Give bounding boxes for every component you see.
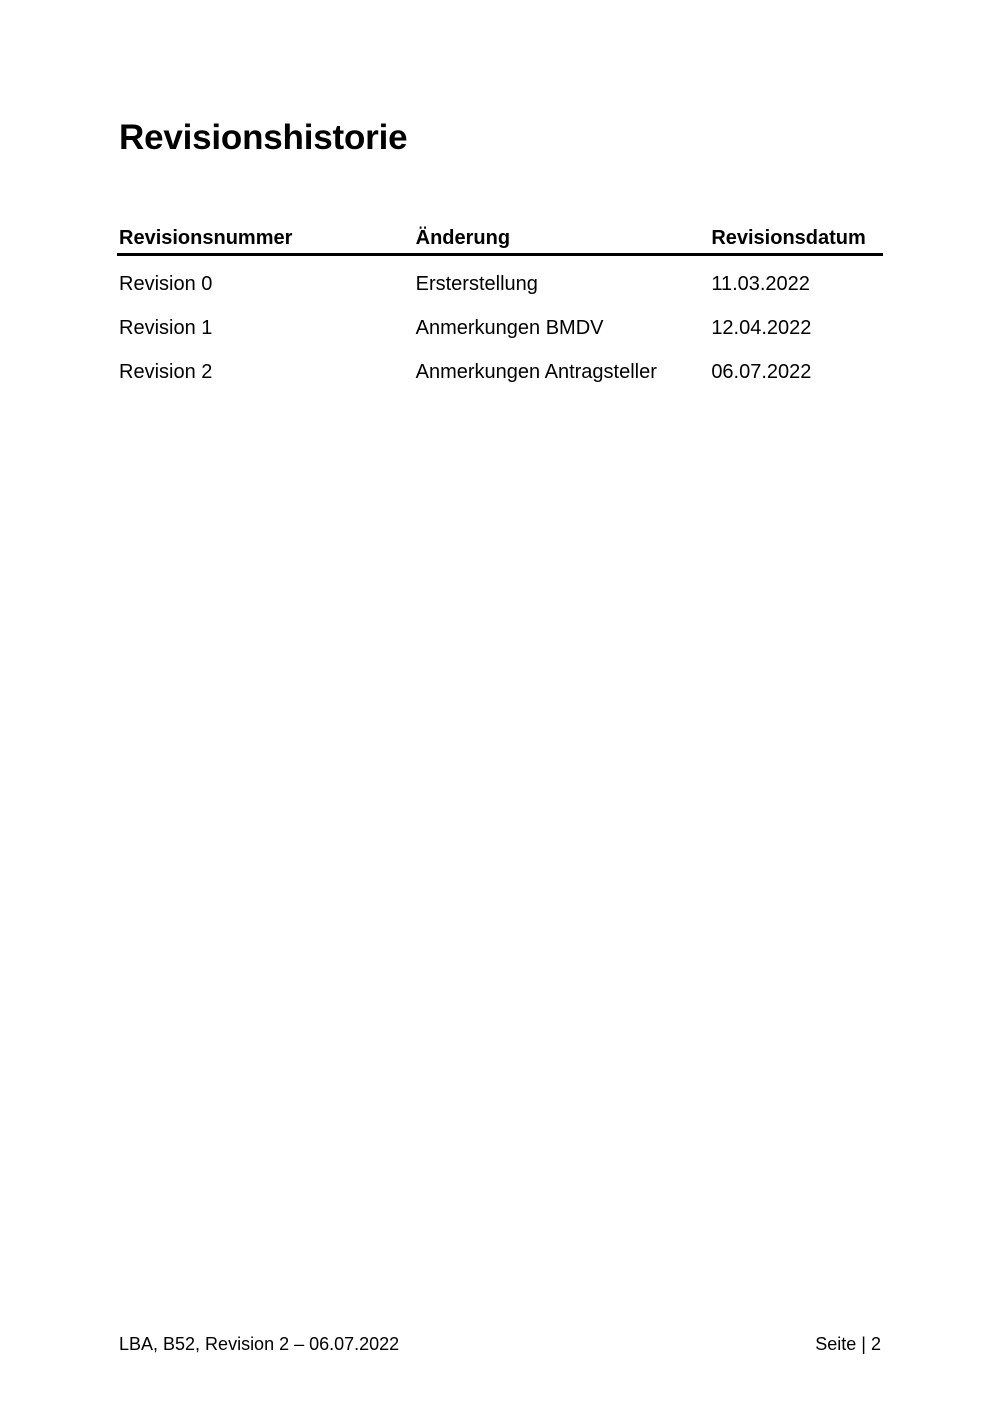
column-header-revision-date: Revisionsdatum — [709, 222, 883, 255]
cell-revision-number: Revision 1 — [119, 316, 213, 339]
cell-revision-date: 11.03.2022 — [711, 272, 810, 295]
cell-change: Anmerkungen Antragsteller — [415, 360, 657, 383]
table-header-row — [117, 222, 883, 255]
footer-document-info: LBA, B52, Revision 2 – 06.07.2022 — [119, 1334, 400, 1354]
table-row — [117, 306, 883, 350]
cell-revision-date: 12.04.2022 — [711, 316, 812, 339]
cell-revision-number: Revision 2 — [119, 360, 213, 383]
column-header-revision-number: Revisionsnummer — [117, 222, 414, 255]
table-row — [117, 350, 883, 394]
page-title: Revisionshistorie — [119, 118, 408, 157]
revision-history-table — [117, 222, 883, 394]
table-row — [117, 255, 883, 307]
column-header-change: Änderung — [414, 222, 710, 255]
footer-page-number: Seite | 2 — [815, 1334, 881, 1354]
cell-change: Anmerkungen BMDV — [415, 316, 604, 339]
cell-revision-date: 06.07.2022 — [711, 360, 812, 383]
cell-revision-number: Revision 0 — [119, 272, 213, 295]
cell-change: Ersterstellung — [415, 272, 538, 295]
